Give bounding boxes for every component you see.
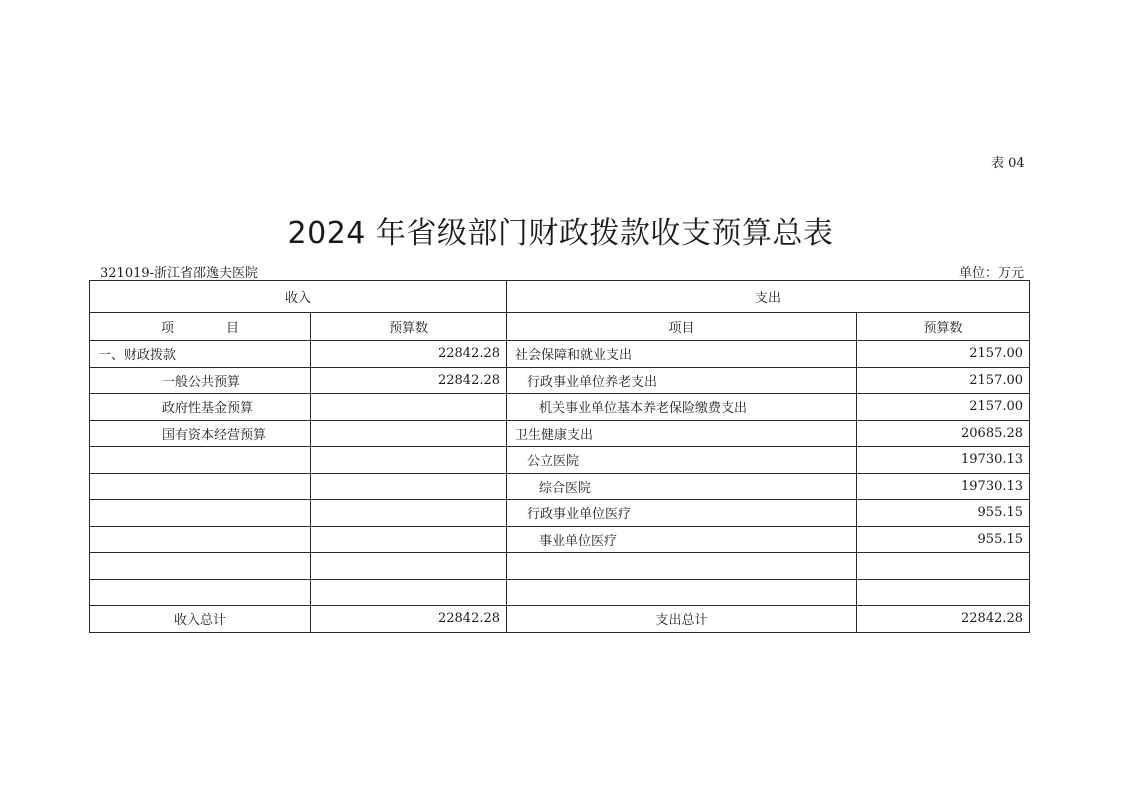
table-row bbox=[90, 553, 1030, 580]
expense-item-header: 项目 bbox=[507, 313, 857, 341]
income-value bbox=[311, 447, 507, 474]
page-title: 2024 年省级部门财政拨款收支预算总表 bbox=[287, 216, 834, 251]
table-row bbox=[90, 473, 1030, 500]
expense-header: 支出 bbox=[507, 281, 1030, 313]
table-row bbox=[90, 579, 1030, 606]
table-row bbox=[90, 500, 1030, 527]
expense-value: 955.15 bbox=[857, 500, 1030, 527]
expense-total-label: 支出总计 bbox=[507, 606, 857, 633]
organization-label: 321019-浙江省邵逸夫医院 bbox=[100, 266, 259, 281]
income-value: 22842.28 bbox=[311, 341, 507, 368]
expense-value: 2157.00 bbox=[857, 367, 1030, 394]
income-item bbox=[90, 526, 311, 553]
expense-value bbox=[857, 579, 1030, 606]
income-total-value: 22842.28 bbox=[311, 606, 507, 633]
expense-item bbox=[507, 553, 857, 580]
expense-item: 行政事业单位医疗 bbox=[507, 500, 857, 527]
unit-label: 单位：万元 bbox=[958, 266, 1024, 281]
income-total-label: 收入总计 bbox=[90, 606, 311, 633]
income-item bbox=[90, 473, 311, 500]
expense-item: 卫生健康支出 bbox=[507, 420, 857, 447]
header-row-columns bbox=[90, 313, 1030, 341]
income-budget-header: 预算数 bbox=[311, 313, 507, 341]
expense-item: 机关事业单位基本养老保险缴费支出 bbox=[507, 394, 857, 421]
income-value bbox=[311, 394, 507, 421]
income-item: 一、财政拨款 bbox=[90, 341, 311, 368]
table-row bbox=[90, 367, 1030, 394]
income-value bbox=[311, 420, 507, 447]
expense-item: 行政事业单位养老支出 bbox=[507, 367, 857, 394]
income-value bbox=[311, 553, 507, 580]
expense-item: 事业单位医疗 bbox=[507, 526, 857, 553]
totals-row bbox=[90, 606, 1030, 633]
table-row bbox=[90, 394, 1030, 421]
income-item bbox=[90, 500, 311, 527]
table-number: 表 04 bbox=[991, 156, 1025, 171]
expense-value: 2157.00 bbox=[857, 394, 1030, 421]
expense-total-value: 22842.28 bbox=[857, 606, 1030, 633]
expense-item bbox=[507, 579, 857, 606]
expense-value: 20685.28 bbox=[857, 420, 1030, 447]
budget-table bbox=[89, 280, 1030, 633]
expense-value: 955.15 bbox=[857, 526, 1030, 553]
income-item: 政府性基金预算 bbox=[90, 394, 311, 421]
table-row bbox=[90, 447, 1030, 474]
expense-value: 19730.13 bbox=[857, 473, 1030, 500]
income-value bbox=[311, 579, 507, 606]
expense-budget-header: 预算数 bbox=[857, 313, 1030, 341]
income-value bbox=[311, 473, 507, 500]
expense-value: 2157.00 bbox=[857, 341, 1030, 368]
table-row bbox=[90, 526, 1030, 553]
income-item bbox=[90, 447, 311, 474]
income-value bbox=[311, 526, 507, 553]
income-value: 22842.28 bbox=[311, 367, 507, 394]
header-row-groups bbox=[90, 281, 1030, 313]
table-row bbox=[90, 420, 1030, 447]
expense-value: 19730.13 bbox=[857, 447, 1030, 474]
income-item: 一般公共预算 bbox=[90, 367, 311, 394]
expense-item: 公立医院 bbox=[507, 447, 857, 474]
income-item: 国有资本经营预算 bbox=[90, 420, 311, 447]
income-value bbox=[311, 500, 507, 527]
income-item-header: 项 目 bbox=[90, 313, 311, 341]
expense-item: 社会保障和就业支出 bbox=[507, 341, 857, 368]
expense-value bbox=[857, 553, 1030, 580]
expense-item: 综合医院 bbox=[507, 473, 857, 500]
income-item bbox=[90, 579, 311, 606]
table-row bbox=[90, 341, 1030, 368]
income-item bbox=[90, 553, 311, 580]
income-header: 收入 bbox=[90, 281, 507, 313]
